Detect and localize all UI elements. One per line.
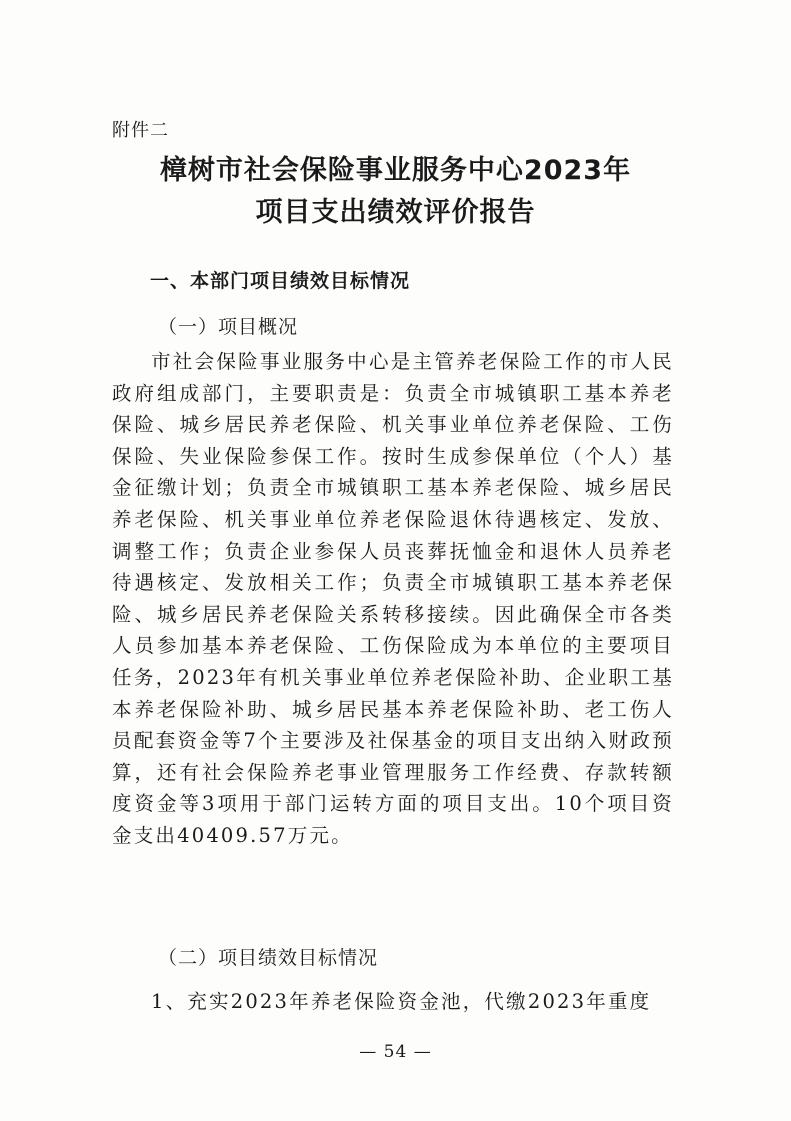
document-title-line-2: 项目支出绩效评价报告: [255, 197, 536, 228]
list-item-1: 1、充实2023年养老保险资金池，代缴2023年重度: [151, 990, 652, 1013]
document-title-line-1: 樟树市社会保险事业服务中心2023年: [159, 155, 632, 186]
page-number: — 54 —: [359, 1042, 432, 1062]
body-text: [112, 346, 674, 852]
subsection-heading-2: （二）项目绩效目标情况: [158, 947, 379, 969]
section-heading-1: 一、本部门项目绩效目标情况: [150, 270, 411, 292]
attachment-label: 附件二: [112, 120, 169, 141]
paragraph-project-overview: 市社会保险事业服务中心是主管养老保险工作的市人民政府组成部门，主要职责是：负责全市城镇职工基本养老保险、城乡居民养老保险、机关事业单位养老保险、工伤保险、失业保险参保工作。按时生成参保单位（个人）基金征缴计划；负责全市城镇职工基本养老保险、城乡居民养老保险、机关事业单位养老保险退休待遇核定、发放、调整工作；负责企业参保人员丧葬抚恤金和退休人员养老待遇核定、发放相关工作；负责全市城镇职工基本养老保险、城乡居民养老保险关系转移接续。因此确保全市各类人员参加基本养老保险、工伤保险成为本单位的主要项目任务，2023年有机关事业单位养老保险补助、企业职工基本养老保险补助、城乡居民基本养老保险补助、老工伤人员配套资金等7个主要涉及社保基金的项目支出纳入财政预算，还有社会保险养老事业管理服务工作经费、存款转额度资金等3项用于部门运转方面的项目支出。10个项目资金支出40409.57万元。: [112, 350, 674, 847]
subsection-heading-1: （一）项目概况: [158, 316, 299, 338]
